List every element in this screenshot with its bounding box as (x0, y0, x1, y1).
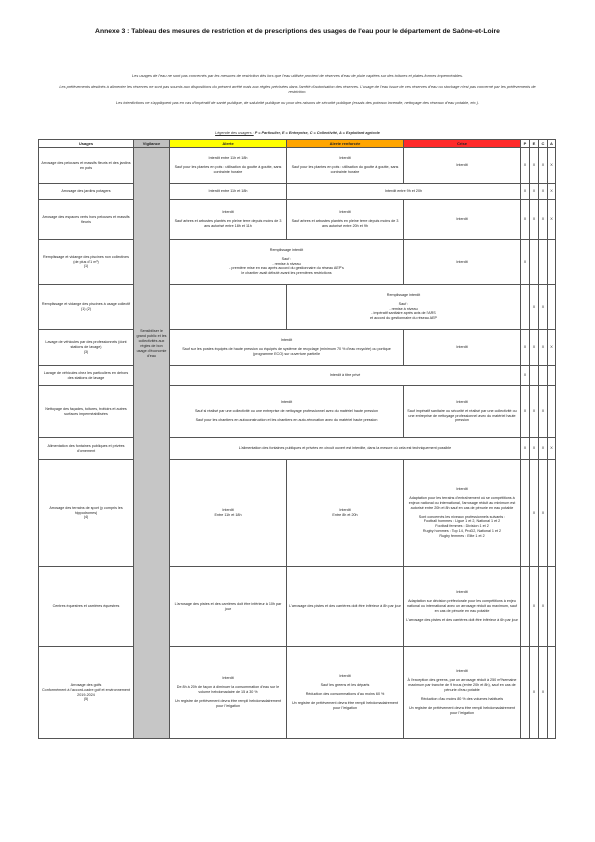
cell-text: Centres équestres et carrières équestres (52, 604, 120, 608)
intro-note: Les interdictions ne s'appliquent pas en cas d'impératif de santé publique, de salubrité publique ou pour des raisons de sécurité publique (essais des poteaux incendie, nettoyage des réseaux d'eau potable, etc.). (116, 99, 479, 105)
user-mark-p: X (521, 330, 530, 366)
cell-text: Rugby hommes : Top 14, ProD2, National 1 et 2 (422, 529, 502, 534)
restrictions-table (38, 139, 556, 739)
cell-text: Interdit entre 11h et 18h (208, 156, 248, 161)
header-p: P (521, 140, 530, 148)
measure-alerte (170, 148, 287, 184)
cell-text: Entre 8h et 20h (332, 513, 358, 517)
cell-text: Interdit entre 9h et 20h (384, 189, 423, 193)
user-mark-e: X (530, 330, 539, 366)
cell-text: Interdit (222, 676, 234, 681)
user-mark-c: X (539, 438, 548, 460)
cell-text: Interdit entre 11h et 18h (208, 189, 248, 193)
cell-text: Conformément à l'accord-cadre golf et environnement 2019-2024 (41, 687, 131, 697)
user-mark-e: X (530, 567, 539, 647)
cell-text: Sauf arbres et arbustes plantés en pleine terre depuis moins de 3 ans autorisé entre 20h et 9h (291, 219, 399, 228)
users-legend (40, 131, 555, 135)
cell-text: Interdit (456, 259, 468, 264)
measure-alerte-to-crise (170, 366, 521, 386)
user-mark-c: X (539, 330, 548, 366)
cell-text: (3) (83, 349, 89, 354)
cell-text: Entre 11h et 18h (214, 513, 242, 517)
legend-text: P = Particulier, E = Entreprise, C = Collectivité, A = Exploitant agricole (254, 131, 380, 135)
cell-text: Interdit (456, 399, 468, 404)
usage-cell (39, 567, 134, 647)
measure-alerte-and-renforcee (170, 240, 404, 285)
table-row (39, 567, 556, 647)
table-row (39, 240, 556, 285)
cell-text: Interdit à titre privé (329, 373, 361, 377)
intro-note: Les prélèvements destinés à alimenter les réserves ne sont pas soumis aux dispositions du présent arrêté mais aux règles précisées dans l'arrêté d'autorisation des réserves. L'usage de l'eau issue de ces réserves d'eau ou stockage n'est pas concerné par les prélèvements de restriction. (59, 83, 536, 95)
user-mark-c (539, 240, 548, 285)
intro-notes (50, 73, 545, 111)
measure-alerte-renforcee (287, 200, 404, 240)
user-mark-a (548, 240, 556, 285)
user-mark-a: X (548, 200, 556, 240)
user-mark-p (521, 647, 530, 739)
cell-text: - première mise en eau après accord du gestionnaire du réseau AEP's (229, 266, 344, 271)
cell-text: Arrosage des jardins potagers (61, 189, 111, 193)
user-mark-c: X (539, 567, 548, 647)
user-mark-e: X (530, 184, 539, 200)
measure-alerte-to-crise (170, 438, 521, 460)
user-mark-c: X (539, 647, 548, 739)
cell-text: Arrosage des espaces verts hors pelouses et massifs fleuris (42, 214, 130, 224)
user-mark-c: X (539, 285, 548, 330)
cell-text: Adaptation pour les terrains d'entraînement où se compétitions à enjeux national ou international, l'arrosage réduit au minimum est autorisé entre 20h et 8h sauf en cas de pénurie en eau potable (408, 495, 516, 510)
cell-text: Interdit (339, 156, 351, 161)
measure-crise (404, 386, 521, 438)
user-mark-p: X (521, 200, 530, 240)
user-mark-a (548, 285, 556, 330)
user-mark-e: X (530, 460, 539, 567)
user-mark-c: X (539, 184, 548, 200)
cell-text: Interdit (280, 400, 293, 405)
user-mark-a: X (548, 148, 556, 184)
user-mark-a (548, 386, 556, 438)
header-a: A (548, 140, 556, 148)
measure-crise (404, 460, 521, 567)
cell-text: Arrosage des terrains de sport (y compris les hippodromes) (49, 505, 123, 515)
cell-text: L'arrosage des pistes et des carrières doit être inférieur à 6h par jour (406, 617, 518, 622)
cell-text: Lavage de véhicules chez les particuliers en dehors des stations de lavage (43, 370, 129, 380)
measure-renforcee-and-crise (287, 184, 521, 200)
user-mark-e: X (530, 285, 539, 330)
usage-cell (39, 285, 134, 330)
header-usages: Usages (39, 140, 134, 148)
cell-text: Remplissage et vidange des piscines non collectives (de plus d'1 m³) (43, 254, 129, 264)
document-title: Annexe 3 : Tableau des mesures de restriction et de prescriptions des usages de l'eau pour le département de Saône-et-Loire (95, 28, 500, 35)
usage-cell (39, 460, 134, 567)
cell-text: Interdit (339, 508, 351, 513)
cell-text: Interdit (456, 590, 468, 595)
cell-text: Remplissage interdit (269, 247, 304, 252)
cell-text: De 8h à 20h de façon à diminuer la consommation d'eau sur le volume hebdomadaire de 15 à 30 % (176, 685, 280, 694)
cell-text: Sauf pour les chantiers en autoconstruction et les chantiers en auto-rénovation avec du matériel haute pression (195, 417, 378, 422)
cell-text: Sauf pour les plantes en pots : utilisation du goutte à goutte, sans contrainte horaire (291, 165, 399, 174)
measure-crise (404, 567, 521, 647)
usage-cell (39, 438, 134, 460)
user-mark-a: X (548, 438, 556, 460)
header-e: E (530, 140, 539, 148)
cell-text: et accord du gestionnaire du réseau AEP (369, 316, 438, 321)
user-mark-c: X (539, 460, 548, 567)
legend-label: Légende des usagers : (215, 131, 254, 135)
measure-crise (404, 148, 521, 184)
user-mark-e: X (530, 438, 539, 460)
usage-cell (39, 240, 134, 285)
intro-note: Les usages de l'eau ne sont pas concernés par les mesures de restriction dès lors que l'eau utilisée provient de réserves d'eau de pluie captées sur des toitures et plates-formes imperméables. (132, 73, 463, 78)
measure-alerte (170, 460, 287, 567)
cell-text: - remise à niveau (389, 306, 418, 311)
user-mark-p (521, 460, 530, 567)
cell-text: Sont concernés les niveaux professionnels suivants : (418, 514, 506, 519)
cell-text: Lavage de véhicules par des professionnels (dont stations de lavage) (45, 340, 127, 349)
cell-text: le chantier avait débuté avant les premières restrictions (241, 271, 332, 276)
usage-cell (39, 200, 134, 240)
measure-renforcee-and-crise (287, 285, 521, 330)
cell-text: Sauf arbres et arbustes plantés en pleine terre depuis moins de 3 ans autorisé entre 18h et 11h (174, 219, 282, 228)
measure-crise (404, 200, 521, 240)
measure-alerte (170, 567, 287, 647)
table-row (39, 200, 556, 240)
cell-text: À l'exception des greens, par un arrosage réduit à 250 m³/semaine maximum par tranche de 9 trous (entre 20h et 8h), sauf en cas de pénurie d'eau potable (407, 678, 517, 692)
header-alerte: Alerte (170, 140, 287, 148)
measure-crise (404, 647, 521, 739)
user-mark-p: X (521, 438, 530, 460)
usage-cell (39, 330, 134, 366)
cell-text: Sauf si réalisé par une collectivité ou une entreprise de nettoyage professionnel avec du matériel haute pression (194, 409, 379, 413)
user-mark-c (539, 366, 548, 386)
user-mark-e: X (530, 200, 539, 240)
cell-text: (1) (83, 264, 89, 269)
table-row (39, 460, 556, 567)
measure-alerte-renforcee (287, 460, 404, 567)
cell-text: Nettoyage des façades, toitures, trottoirs et autres surfaces imperméabilisées (45, 406, 127, 416)
usage-cell (39, 184, 134, 200)
cell-text: Interdit (339, 674, 351, 679)
usage-cell (39, 148, 134, 184)
user-mark-e (530, 240, 539, 285)
cell-text: Un registre de prélèvement devra être rempli hebdomadairement pour l'irrigation (409, 705, 515, 715)
user-mark-c: X (539, 148, 548, 184)
cell-text: Football femmes : Division 1 et 2 (435, 524, 489, 529)
cell-text: Remplissage interdit (386, 292, 421, 297)
measure-alerte-renforcee (287, 148, 404, 184)
user-mark-a (548, 366, 556, 386)
user-mark-c: X (539, 386, 548, 438)
measure-crise (404, 330, 521, 366)
user-mark-p (521, 285, 530, 330)
table-row (39, 366, 556, 386)
table-header-row (39, 140, 556, 148)
cell-text: Réduction d'au moins 80 % des volumes habituels (420, 696, 504, 701)
cell-text: Interdit (456, 669, 468, 674)
measure-alerte (170, 647, 287, 739)
measure-alerte-and-renforcee (170, 386, 404, 438)
measure-alerte (170, 200, 287, 240)
cell-text: - impératif sanitaire après avis de l'ARS (371, 311, 436, 316)
cell-text: - remise à niveau (272, 261, 301, 266)
table-row (39, 647, 556, 739)
user-mark-p: X (521, 148, 530, 184)
user-mark-e (530, 366, 539, 386)
header-crise: Crise (404, 140, 521, 148)
measure-alerte-renforcee (287, 567, 404, 647)
cell-text: Un registre de prélèvement devra être rempli hebdomadairement pour l'irrigation (292, 700, 398, 710)
cell-text: Interdit (222, 508, 234, 513)
measure-alerte-renforcee (287, 647, 404, 739)
user-mark-e: X (530, 386, 539, 438)
user-mark-p: X (521, 184, 530, 200)
header-alerte-renforcee: Alerte renforcée (287, 140, 404, 148)
cell-text: Interdit (456, 486, 468, 491)
user-mark-a (548, 567, 556, 647)
cell-text: Arrosage des golfs (70, 682, 102, 687)
user-mark-p: X (521, 386, 530, 438)
user-mark-c: X (539, 200, 548, 240)
usage-cell (39, 386, 134, 438)
table-row (39, 285, 556, 330)
user-mark-a: X (548, 184, 556, 200)
cell-text: (5) (83, 697, 89, 702)
user-mark-p (521, 567, 530, 647)
cell-text: Interdit (339, 210, 351, 215)
cell-text: Sauf impératif sanitaire ou sécurité et réalisé par une collectivité ou une entreprise de nettoyage professionnel avec du matériel haute pression (407, 408, 517, 423)
usage-cell (39, 647, 134, 739)
cell-text: Sauf sur les postes équipés de haute pression ou équipés de système de recyclage (minimum 70 % d'eau recyclée) ou portique (programme ECO) sur ouverture partielle (182, 347, 391, 356)
user-mark-a (548, 647, 556, 739)
user-mark-e: X (530, 647, 539, 739)
cell-text: Interdit (456, 345, 468, 349)
measure-alerte (170, 285, 287, 330)
measure-crise (404, 240, 521, 285)
cell-text: Un registre de prélèvement devra être rempli hebdomadairement pour l'irrigation (175, 698, 281, 708)
usage-cell (39, 366, 134, 386)
header-vigilance: Vigilance (134, 140, 170, 148)
measure-alerte-and-renforcee (170, 330, 404, 366)
cell-text: L'arrosage des pistes et des carrières doit être inférieur à 10h par jour (174, 601, 282, 611)
header-c: C (539, 140, 548, 148)
measure-alerte (170, 184, 287, 200)
cell-text: Interdit (222, 210, 234, 215)
cell-text: L'arrosage des pistes et des carrières doit être inférieur à 8h par jour (289, 604, 401, 608)
table-row (39, 184, 556, 200)
user-mark-a (548, 460, 556, 567)
cell-text: Interdit (456, 163, 468, 167)
user-mark-p: X (521, 366, 530, 386)
table-row (39, 386, 556, 438)
user-mark-e: X (530, 148, 539, 184)
cell-text: Rugby femmes : Elite 1 et 2 (439, 534, 485, 539)
cell-text: Sauf les greens et les départs (320, 683, 370, 688)
cell-text: Football hommes : Ligue 1 et 2, National 1 et 2 (423, 519, 501, 524)
cell-text: Interdit (280, 338, 293, 343)
cell-text: Interdit (456, 217, 468, 221)
table-row (39, 330, 556, 366)
cell-text: Adaptation sur décision préfectorale pour les compétitions à enjeu national ou international avec un arrosage réduit au maximum, sauf en cas de pénurie en eau potable (406, 599, 518, 613)
cell-text: Sauf : (398, 301, 409, 306)
vigilance-cell (134, 148, 170, 739)
cell-text: Réduction des consommations d'au moins 60 % (305, 692, 385, 696)
cell-text: Sauf pour les plantes en pots : utilisation du goutte à goutte, sans contrainte horaire (174, 165, 282, 174)
table-row (39, 148, 556, 184)
cell-text: Arrosage des pelouses et massifs fleuris et des jardins en pots (41, 160, 131, 170)
cell-text: Remplissage et vidange des piscines à usage collectif (41, 302, 131, 307)
user-mark-p: X (521, 240, 530, 285)
table-row (39, 438, 556, 460)
cell-text: (4) (83, 515, 89, 520)
cell-text: L'alimentation des fontaines publiques et privées en circuit ouvert est interdite, dans la mesure où cela est techniquement possible (238, 446, 452, 450)
cell-text: (1) (2) (80, 307, 92, 311)
vigilance-text: Sensibiliser le grand public et les collectivités aux règles de bon usage d'économie d'eau (136, 329, 167, 358)
user-mark-a: X (548, 330, 556, 366)
cell-text: Alimentation des fontaines publiques et privées d'ornement (47, 443, 125, 453)
cell-text: Sauf : (281, 256, 292, 261)
